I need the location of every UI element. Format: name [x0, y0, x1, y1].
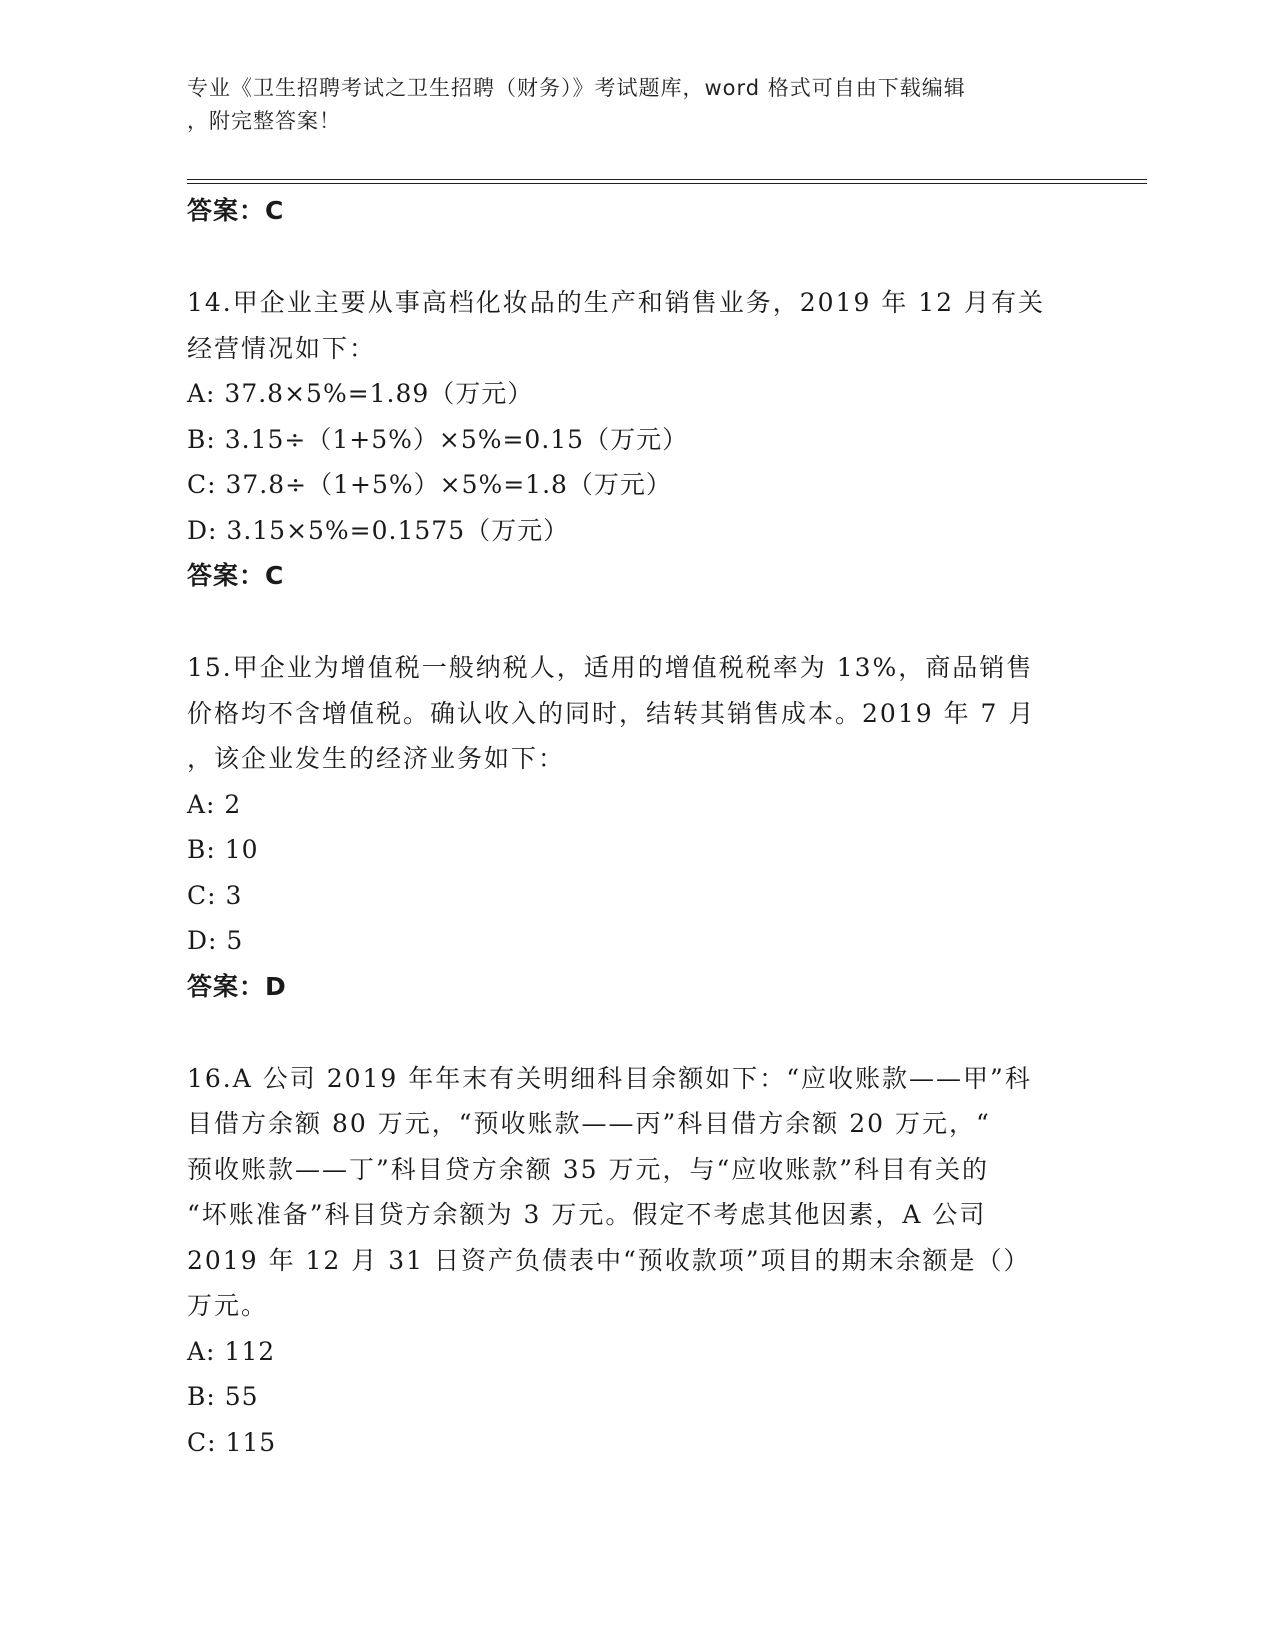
- spacer: [187, 1010, 1087, 1056]
- question-15: [187, 645, 1087, 782]
- question-16-line-2: 目借方余额 80 万元，“预收账款——丙”科目借方余额 20 万元，“: [187, 1109, 991, 1138]
- question-16-line-6: 万元。: [187, 1291, 269, 1320]
- question-15-line-1: 15.甲企业为增值税一般纳税人，适用的增值税税率为 13%，商品销售: [187, 653, 1034, 682]
- question-15-option-d: D: 5: [187, 926, 244, 955]
- spacer: [187, 599, 1087, 645]
- document-body: [187, 188, 1087, 1465]
- question-16-line-4: “坏账准备”科目贷方余额为 3 万元。假定不考虑其他因素，A 公司: [187, 1200, 987, 1229]
- question-14: [187, 280, 1087, 371]
- question-15-option-b: B: 10: [187, 835, 259, 864]
- question-14-option-d: D: 3.15×5%=0.1575（万元）: [187, 515, 570, 545]
- question-15-line-2: 价格均不含增值税。确认收入的同时，结转其销售成本。2019 年 7 月: [187, 698, 1036, 728]
- question-15-option-a: A: 2: [187, 789, 242, 819]
- header-line-2: ，附完整答案！: [187, 109, 341, 133]
- page-header: [187, 72, 1087, 138]
- question-15-answer: 答案：D: [187, 971, 287, 1001]
- question-16-option-b: B: 55: [187, 1382, 259, 1411]
- answer-previous: 答案：C: [187, 196, 285, 225]
- question-14-option-a: A: 37.8×5%=1.89（万元）: [187, 379, 534, 408]
- header-line-1: 专业《卫生招聘考试之卫生招聘（财务）》考试题库，word 格式可自由下载编辑: [187, 76, 966, 100]
- question-16-line-5: 2019 年 12 月 31 日资产负债表中“预收款项”项目的期末余额是（）: [187, 1245, 1031, 1275]
- question-15-line-3: ，该企业发生的经济业务如下：: [187, 744, 566, 773]
- question-15-option-c: C: 3: [187, 880, 243, 910]
- question-16: [187, 1056, 1087, 1329]
- question-14-option-b: B: 3.15÷（1+5%）×5%=0.15（万元）: [187, 424, 689, 454]
- question-16-option-c: C: 115: [187, 1427, 277, 1457]
- question-16-line-1: 16.A 公司 2019 年年末有关明细科目余额如下：“应收账款——甲”科: [187, 1063, 1032, 1093]
- header-divider-thick: [187, 183, 1147, 184]
- header-divider-thin: [187, 179, 1147, 180]
- question-16-option-a: A: 112: [187, 1336, 276, 1366]
- question-14-answer: 答案：C: [187, 561, 285, 590]
- question-14-line-1: 14.甲企业主要从事高档化妆品的生产和销售业务，2019 年 12 月有关: [187, 288, 1046, 317]
- question-16-line-3: 预收账款——丁”科目贷方余额 35 万元，与“应收账款”科目有关的: [187, 1154, 990, 1184]
- question-14-option-c: C: 37.8÷（1+5%）×5%=1.8（万元）: [187, 470, 672, 499]
- spacer: [187, 234, 1087, 280]
- question-14-line-2: 经营情况如下：: [187, 333, 377, 363]
